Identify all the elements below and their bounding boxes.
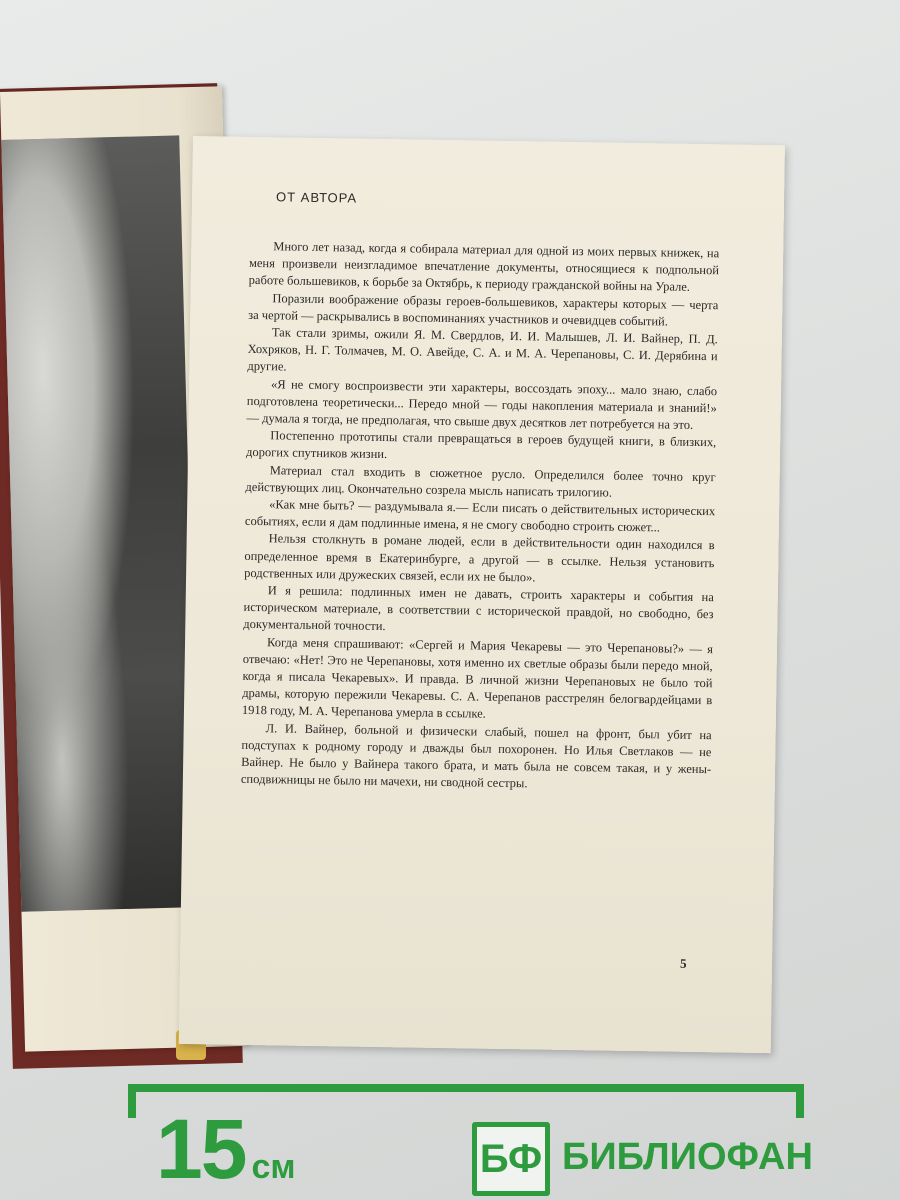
- paragraph: Когда меня спрашивают: «Сергей и Мария Чекаревы — это Черепановы?» — я отвечаю: «Нет! Это не Черепановы, хотя именно их светлые образы были передо мной, когда я писала Чекаревых». И правда. В личной жизни Черепановых не было той драмы, которую пережили Чекаревы. С. А. Черепанов расстрелян белогвардейцами в 1918 году, М. А. Черепанова умерла в ссылке.: [241, 634, 714, 722]
- paragraph: Материал стал входить в сюжетное русло. Определился более точно круг действующих лиц. Окончательно созрела мысль написать трилогию.: [245, 462, 716, 500]
- paragraph: И я решила: подлинных имен не давать, строить характеры и события на историческом материале, в соответствии с исторической правдой, но свободно, без документальной точности.: [243, 583, 714, 634]
- paragraph: Поразили воображение образы героев-большевиков, характеры которых — черта за чертой — раскрывались в воспоминаниях участников и очевидцев событий.: [248, 290, 719, 329]
- paragraph: Много лет назад, когда я собирала материал для одной из моих первых книжек, на меня произвели неизгладимое впечатление документы, относящиеся к подпольной работе большевиков, к борьбе за Октябрь, к периоду гражданской войны на Урале.: [248, 239, 720, 295]
- logo-letters: БФ: [479, 1136, 543, 1181]
- portrait-photo: [1, 135, 199, 911]
- brand-name: БИБЛИОФАН: [562, 1136, 813, 1178]
- paragraph: Постепенно прототипы стали превращаться в героев будущей книги, в близких, дорогих спутников жизни.: [245, 428, 717, 462]
- page-number: 5: [679, 955, 687, 971]
- paragraph: «Как мне быть? — раздумывала я.— Если писать о действительных исторических событиях, если я дам подлинные имена, я не смогу свободно строить сюжет...: [244, 497, 716, 535]
- scale-label: [156, 1104, 296, 1194]
- paragraph: «Я не смогу воспроизвести эти характеры, воссоздать эпоху... мало знаю, слабо подготовлена теоретически... Передо мной — годы накопления материала и знаний!» — думала я тогда, не предполагая, что свыше двух десятков лет потребуется на это.: [246, 376, 718, 432]
- scale-number: 15: [156, 1102, 246, 1196]
- paragraph: Л. И. Вайнер, больной и физически слабый, пошел на фронт, был убит на подступах к родному городу и дважды был похоронен. Но Илья Светлаков — не Вайнер. Не было у Вайнера такого брата, и мать была не совсем такая, и у жены-сподвижницы не было ни мачехи, ни сводной сестры.: [240, 720, 712, 791]
- page-text: [241, 189, 720, 796]
- bibliofan-logo: [472, 1122, 550, 1196]
- chapter-heading: ОТ АВТОРА: [275, 189, 358, 206]
- paragraph: Так стали зримы, ожили Я. М. Свердлов, И. И. Малышев, Л. И. Вайнер, П. Д. Хохряков, Н. Г. Толмачев, М. О. Авейде, С. А. и М. А. Черепановы, С. И. Дерябина и другие.: [247, 325, 718, 374]
- right-page: [179, 136, 785, 1053]
- paragraph: Нельзя столкнуть в романе людей, если в действительности один находился в определенное время в Екатеринбурге, а другой — в ссылке. Нельзя установить родственных или дружеских связей, если их не было».: [244, 531, 715, 585]
- scale-unit: см: [251, 1148, 296, 1186]
